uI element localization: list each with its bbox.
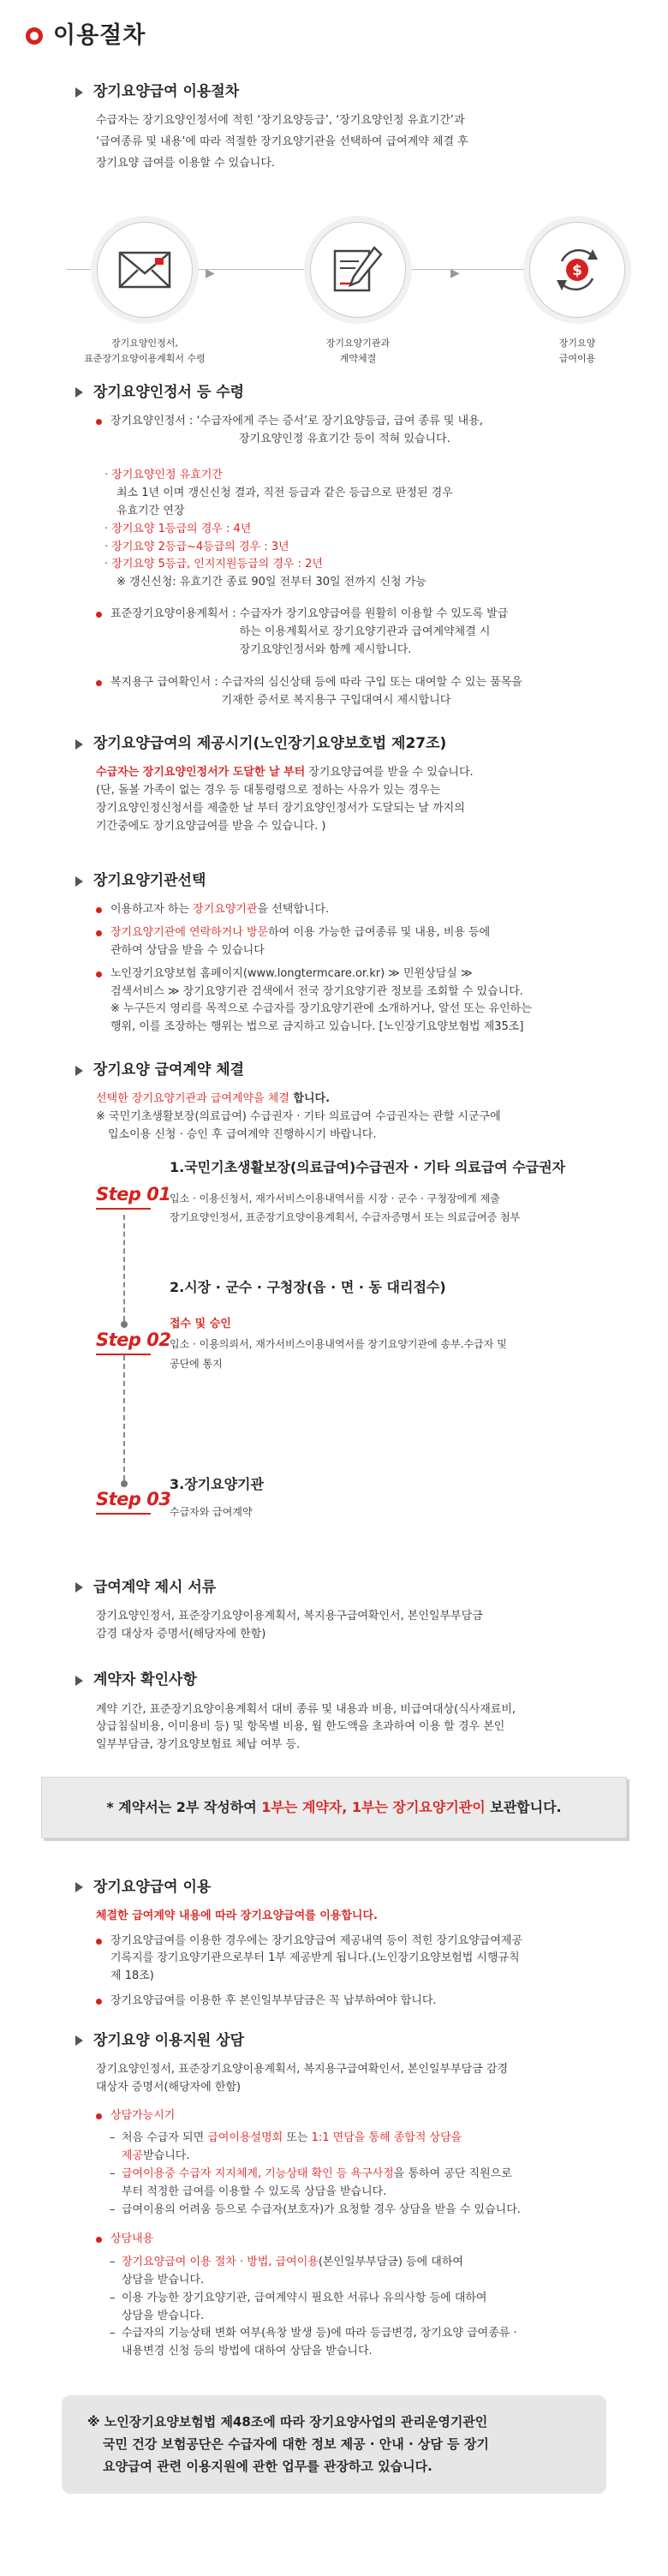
title-ring-icon xyxy=(26,27,43,45)
bullet-dot-icon xyxy=(96,612,102,618)
legal-notice: ※ 노인장기요양보험법 제48조에 따라 장기요양사업의 관리운영기관인 국민 건강 보험공단은 수급자에 대한 정보 제공 · 안내 · 상담 등 장기 요양급여 관련 이용지원에 관한 업무를 관장하고 있습니다. xyxy=(62,2395,606,2494)
step-desc: 접수 및 승인 입소 · 이용의뢰서, 재가서비스이용내역서를 장기요양기관에 송부.수급자 및 공단에 통지 xyxy=(170,1317,507,1371)
list-item: 장기요양급여를 이용한 경우에는 장기요양급여 제공내역 등이 적힌 장기요양급여제공 기록지를 장기요양기관으로부터 1부 제공받게 됩니다.(노인장기요양보험법 시행규칙 제 18조) xyxy=(96,1933,618,1986)
triangle-bullet-icon xyxy=(75,1676,83,1686)
svg-text:$: $ xyxy=(572,261,582,279)
section-contractor-checklist xyxy=(24,1669,644,1754)
section-consultation xyxy=(24,2029,644,2361)
contract-steps xyxy=(24,1158,644,1576)
section-body: 장기요양인정서, 표준장기요양이용계획서, 복지용구급여확인서, 본인일부부담금 감경 대상자 증명서(해당자에 한함) xyxy=(96,1609,483,1641)
validity-block: · 장기요양인정 유효기간 최소 1년 이며 갱신신청 결과, 직전 등급과 같은 등급으로 판정된 경우 유효기간 연장 · 장기요양 1등급의 경우 : 4년 · 장기요양 2등급~4등급의 경우 : 3년 · 장기요양 5등급, 인지지원등급의 경우 : 2년 ※ 갱신신청: 유효기간 종료 90일 전부터 30일 전까지 신청 가능 xyxy=(104,469,453,589)
triangle-bullet-icon xyxy=(75,387,83,397)
triangle-bullet-icon xyxy=(75,876,83,887)
section-usage-procedure xyxy=(24,81,644,376)
pen-contract-icon xyxy=(310,222,406,318)
section-body: 선택한 장기요양기관과 급여계약을 체결 합니다. ※ 국민기초생활보장(의료급여) 수급권자 · 기타 의료급여 수급권자는 관할 시군구에 입소이용 신청 · 승인 후 급여계약 진행하시기 바랍니다. xyxy=(96,1092,501,1141)
list-item: 상담가능시기 xyxy=(96,2107,618,2125)
bullet-dot-icon xyxy=(96,419,102,425)
section-heading: 장기요양급여의 제공시기(노인장기요양보호법 제27조) xyxy=(24,732,644,756)
process-step-label: 장기요양 급여이용 xyxy=(558,337,596,365)
section-heading: 장기요양 이용지원 상담 xyxy=(24,2029,644,2053)
chevron-right-icon: ▶ xyxy=(450,266,460,280)
process-step-label: 장기요양기관과 계약체결 xyxy=(325,337,391,365)
section-body xyxy=(24,112,644,172)
list-item: – 장기요양급여 이용 절차 · 방법, 급여이용(본인일부부담금) 등에 대하여 상담을 받습니다. xyxy=(110,2256,463,2286)
money-cycle-icon xyxy=(529,222,625,318)
sub-list xyxy=(96,2130,618,2219)
section-heading: 장기요양급여 이용 xyxy=(24,1876,644,1899)
chevron-right-icon: ▶ xyxy=(206,266,215,280)
intro-line: 장기요양 급여를 이용할 수 있습니다. xyxy=(96,156,276,170)
list-item: 복지용구 급여확인서 : 수급자의 심신상태 등에 따라 구입 또는 대여할 수 있는 품목을 기재한 증서로 복지용구 구입대여시 제시합니다 xyxy=(96,674,618,710)
step-desc: 입소 · 이용신청서, 재가서비스이용내역서를 시장 · 군수 · 구청장에게 제출 장기요양인정서, 표준장기요양이용계획서, 수급자증명서 또는 의료급여증 첨부 xyxy=(170,1192,521,1224)
triangle-bullet-icon xyxy=(75,87,83,98)
section-body: 체결한 급여계약 내용에 따라 장기요양급여를 이용합니다. 장기요양급여를 이용한 경우에는 장기요양급여 제공내역 등이 적힌 장기요양급여제공 기록지를 장기요양기관으로부터 1부 제공받게 됩니다.(노인장기요양보험법 시행규칙 제 18조) 장기요양급여를 이용한 후 본인일부부담금은 꼭 납부하여야 합니다. xyxy=(24,1908,644,2011)
intro-line: ‘급여종류 및 내용’에 따라 적절한 장기요양기관을 선택하여 급여계약 체결 후 xyxy=(96,134,468,148)
list-item: 장기요양급여를 이용한 후 본인일부부담금은 꼭 납부하여야 합니다. xyxy=(96,1993,618,2011)
step-underline xyxy=(96,1208,151,1210)
list-item: 장기요양인정서 : ‘수급자에게 주는 증서’로 장기요양등급, 급여 종류 및 내용, 장기요양인정 유효기간 등이 적혀 있습니다. xyxy=(96,413,618,449)
section-body: 계약 기간, 표준장기요양이용계획서 대비 종류 및 내용과 비용, 비급여대상(식사재료비, 상급침실비용, 이미용비 등) 및 항목별 비용, 월 한도액을 초과하여 이용 할 경우 본인 일부부담금, 장기요양보험료 체납 여부 등. xyxy=(96,1702,516,1752)
section-heading: 계약자 확인사항 xyxy=(24,1669,644,1692)
section-body: 수급자는 장기요양인정서가 도달한 날 부터 장기요양급여를 받을 수 있습니다. (단, 돌볼 가족이 없는 경우 등 대통령령으로 정하는 사유가 있는 경우는 장기요양인정신청서를 제출한 날 부터 장기요양인정서가 도달되는 날 까지의 기간중에도 장기요양급여를 받을 수 있습니다. ) xyxy=(96,766,474,833)
bullet-dot-icon xyxy=(96,907,102,913)
step-label: Step 01 xyxy=(96,1183,171,1204)
bullet-dot-icon xyxy=(96,680,102,686)
step-title: 1.국민기초생활보장(의료급여)수급권자 · 기타 의료급여 수급권자 xyxy=(170,1158,566,1175)
bullet-dot-icon xyxy=(96,930,102,936)
step-label: Step 03 xyxy=(96,1488,171,1509)
section-certificate-receipt xyxy=(24,381,644,710)
section-heading: 급여계약 제시 서류 xyxy=(24,1576,644,1599)
list-item: – 수급자의 기능상태 변화 여부(욕창 발생 등)에 따라 등급변경, 장기요양 급여종류 · 내용변경 신청 등의 방법에 대하여 상담을 받습니다. xyxy=(110,2327,517,2358)
list-item: 장기요양기관에 연락하거나 방문하여 이용 가능한 급여종류 및 내용, 비용 등에 관하여 상담을 받을 수 있습니다 xyxy=(96,924,618,960)
bullet-dot-icon xyxy=(96,2113,102,2119)
list-item: – 이용 가능한 장기요양기관, 급여계약시 필요한 서류나 유의사항 등에 대하여 상담을 받습니다. xyxy=(110,2291,487,2322)
step-title: 3.장기요양기관 xyxy=(170,1475,264,1492)
section-body xyxy=(24,901,644,1037)
section-body: 장기요양인정서, 표준장기요양이용계획서, 복지용구급여확인서, 본인일부부담금 감경 대상자 증명서(해당자에 한함) 상담가능시기 – 처음 수급자 되면 급여이용설명회 또는 1:1 면담을 통해 종합적 상담을 제공받습니다. – 급여이용중 수급자 지지체계, 기능상태 확인 등 욕구사정을 통하여 공단 직원으로 부터 적정한 급여를 이용할 수 있도록 상담을 받습니다. – 급여이용의 어려움 등으로 수급자(보호자)가 요청할 경우 상담을 받을 수 있습니다. 상담내용 – 장기요양급여 이용 절차 · 방법, 급여이용(본인일부부담금) 등에 대하여 상담을 받습니다. – 이용 가능한 장기요양기관, 급여계약시 필요한 서류나 유의사항 등에 대하여 상담을 받습니다. – 수급자의 기능상태 변화 여부(욕창 발생 등)에 따라 등급변경, 장기요양 급여종류 · 내용변경 신청 등의 방법에 대하여 상담을 받습니다. xyxy=(24,2061,644,2361)
step-connector-line xyxy=(123,1355,125,1480)
list-item: – 급여이용중 수급자 지지체계, 기능상태 확인 등 욕구사정을 통하여 공단 직원으로 부터 적정한 급여를 이용할 수 있도록 상담을 받습니다. xyxy=(110,2167,512,2198)
list-item: 노인장기요양보험 홈페이지(www.longtermcare.or.kr) ≫ 민원상담실 ≫ 검색서비스 ≫ 장기요양기관 검색에서 전국 장기요양기관 정보를 조회할 수 있습니다. ※ 누구든지 영리를 목적으로 수급자를 장기요양기관에 소개하거나, 알선 또는 유인하는 행위, 이를 조장하는 행위는 법으로 금지하고 있습니다. [노인장기요양보험법 제35조] xyxy=(96,965,618,1037)
section-benefit-usage xyxy=(24,1876,644,2011)
list-item: – 처음 수급자 되면 급여이용설명회 또는 1:1 면담을 통해 종합적 상담을 제공받습니다. xyxy=(110,2131,462,2163)
step-label: Step 02 xyxy=(96,1329,171,1350)
list-item: 이용하고자 하는 장기요양기관을 선택합니다. xyxy=(96,901,618,919)
triangle-bullet-icon xyxy=(75,1066,83,1076)
bullet-dot-icon xyxy=(96,2237,102,2243)
section-facility-selection xyxy=(24,870,644,1037)
triangle-bullet-icon xyxy=(75,2035,83,2046)
triangle-bullet-icon xyxy=(75,739,83,750)
page-title: 이용절차 xyxy=(53,22,146,50)
list-item: 상담내용 xyxy=(96,2231,618,2249)
envelope-icon xyxy=(97,222,193,318)
bullet-dot-icon xyxy=(96,1939,102,1945)
step-desc: 수급자와 급여계약 xyxy=(170,1505,253,1518)
list-item: 표준장기요양이용계획서 : 수급자가 장기요양급여를 원활히 이용할 수 있도록 발급 하는 이용계획서로 장기요양기관과 급여계약체결 시 장기요양인정서와 함께 제시합니다. xyxy=(96,606,618,659)
process-diagram xyxy=(24,183,644,376)
step-underline xyxy=(96,1513,151,1515)
step-connector-line xyxy=(123,1215,125,1321)
triangle-bullet-icon xyxy=(75,1882,83,1892)
contract-copies-note: * 계약서는 2부 작성하여 1부는 계약자, 1부는 장기요양기관이 보관합니다. xyxy=(41,1777,627,1838)
step-underline xyxy=(96,1354,151,1355)
section-heading: 장기요양인정서 등 수령 xyxy=(24,381,644,404)
intro-line: 수급자는 장기요양인정서에 적힌 ‘장기요양등급’, ‘장기요양인정 유효기간’과 xyxy=(96,114,465,128)
section-body xyxy=(24,413,644,710)
section-heading: 장기요양급여 이용절차 xyxy=(24,81,644,104)
bullet-dot-icon xyxy=(96,971,102,977)
section-heading: 장기요양기관선택 xyxy=(24,870,644,893)
list-item: – 급여이용의 어려움 등으로 수급자(보호자)가 요청할 경우 상담을 받을 수 있습니다. xyxy=(110,2202,521,2216)
bullet-dot-icon xyxy=(96,1999,102,2005)
step-title: 2.시장 · 군수 · 구청장(읍 · 면 · 동 대리접수) xyxy=(170,1278,446,1295)
section-contract xyxy=(24,1059,644,1145)
sub-list xyxy=(96,2254,618,2361)
triangle-bullet-icon xyxy=(75,1582,83,1593)
page-title-bar xyxy=(24,0,644,72)
process-step-label: 장기요양인정서, 표준장기요양이용계획서 수령 xyxy=(84,337,206,365)
section-contract-documents xyxy=(24,1576,644,1644)
section-benefit-timing xyxy=(24,732,644,835)
section-heading: 장기요양 급여계약 체결 xyxy=(24,1059,644,1082)
